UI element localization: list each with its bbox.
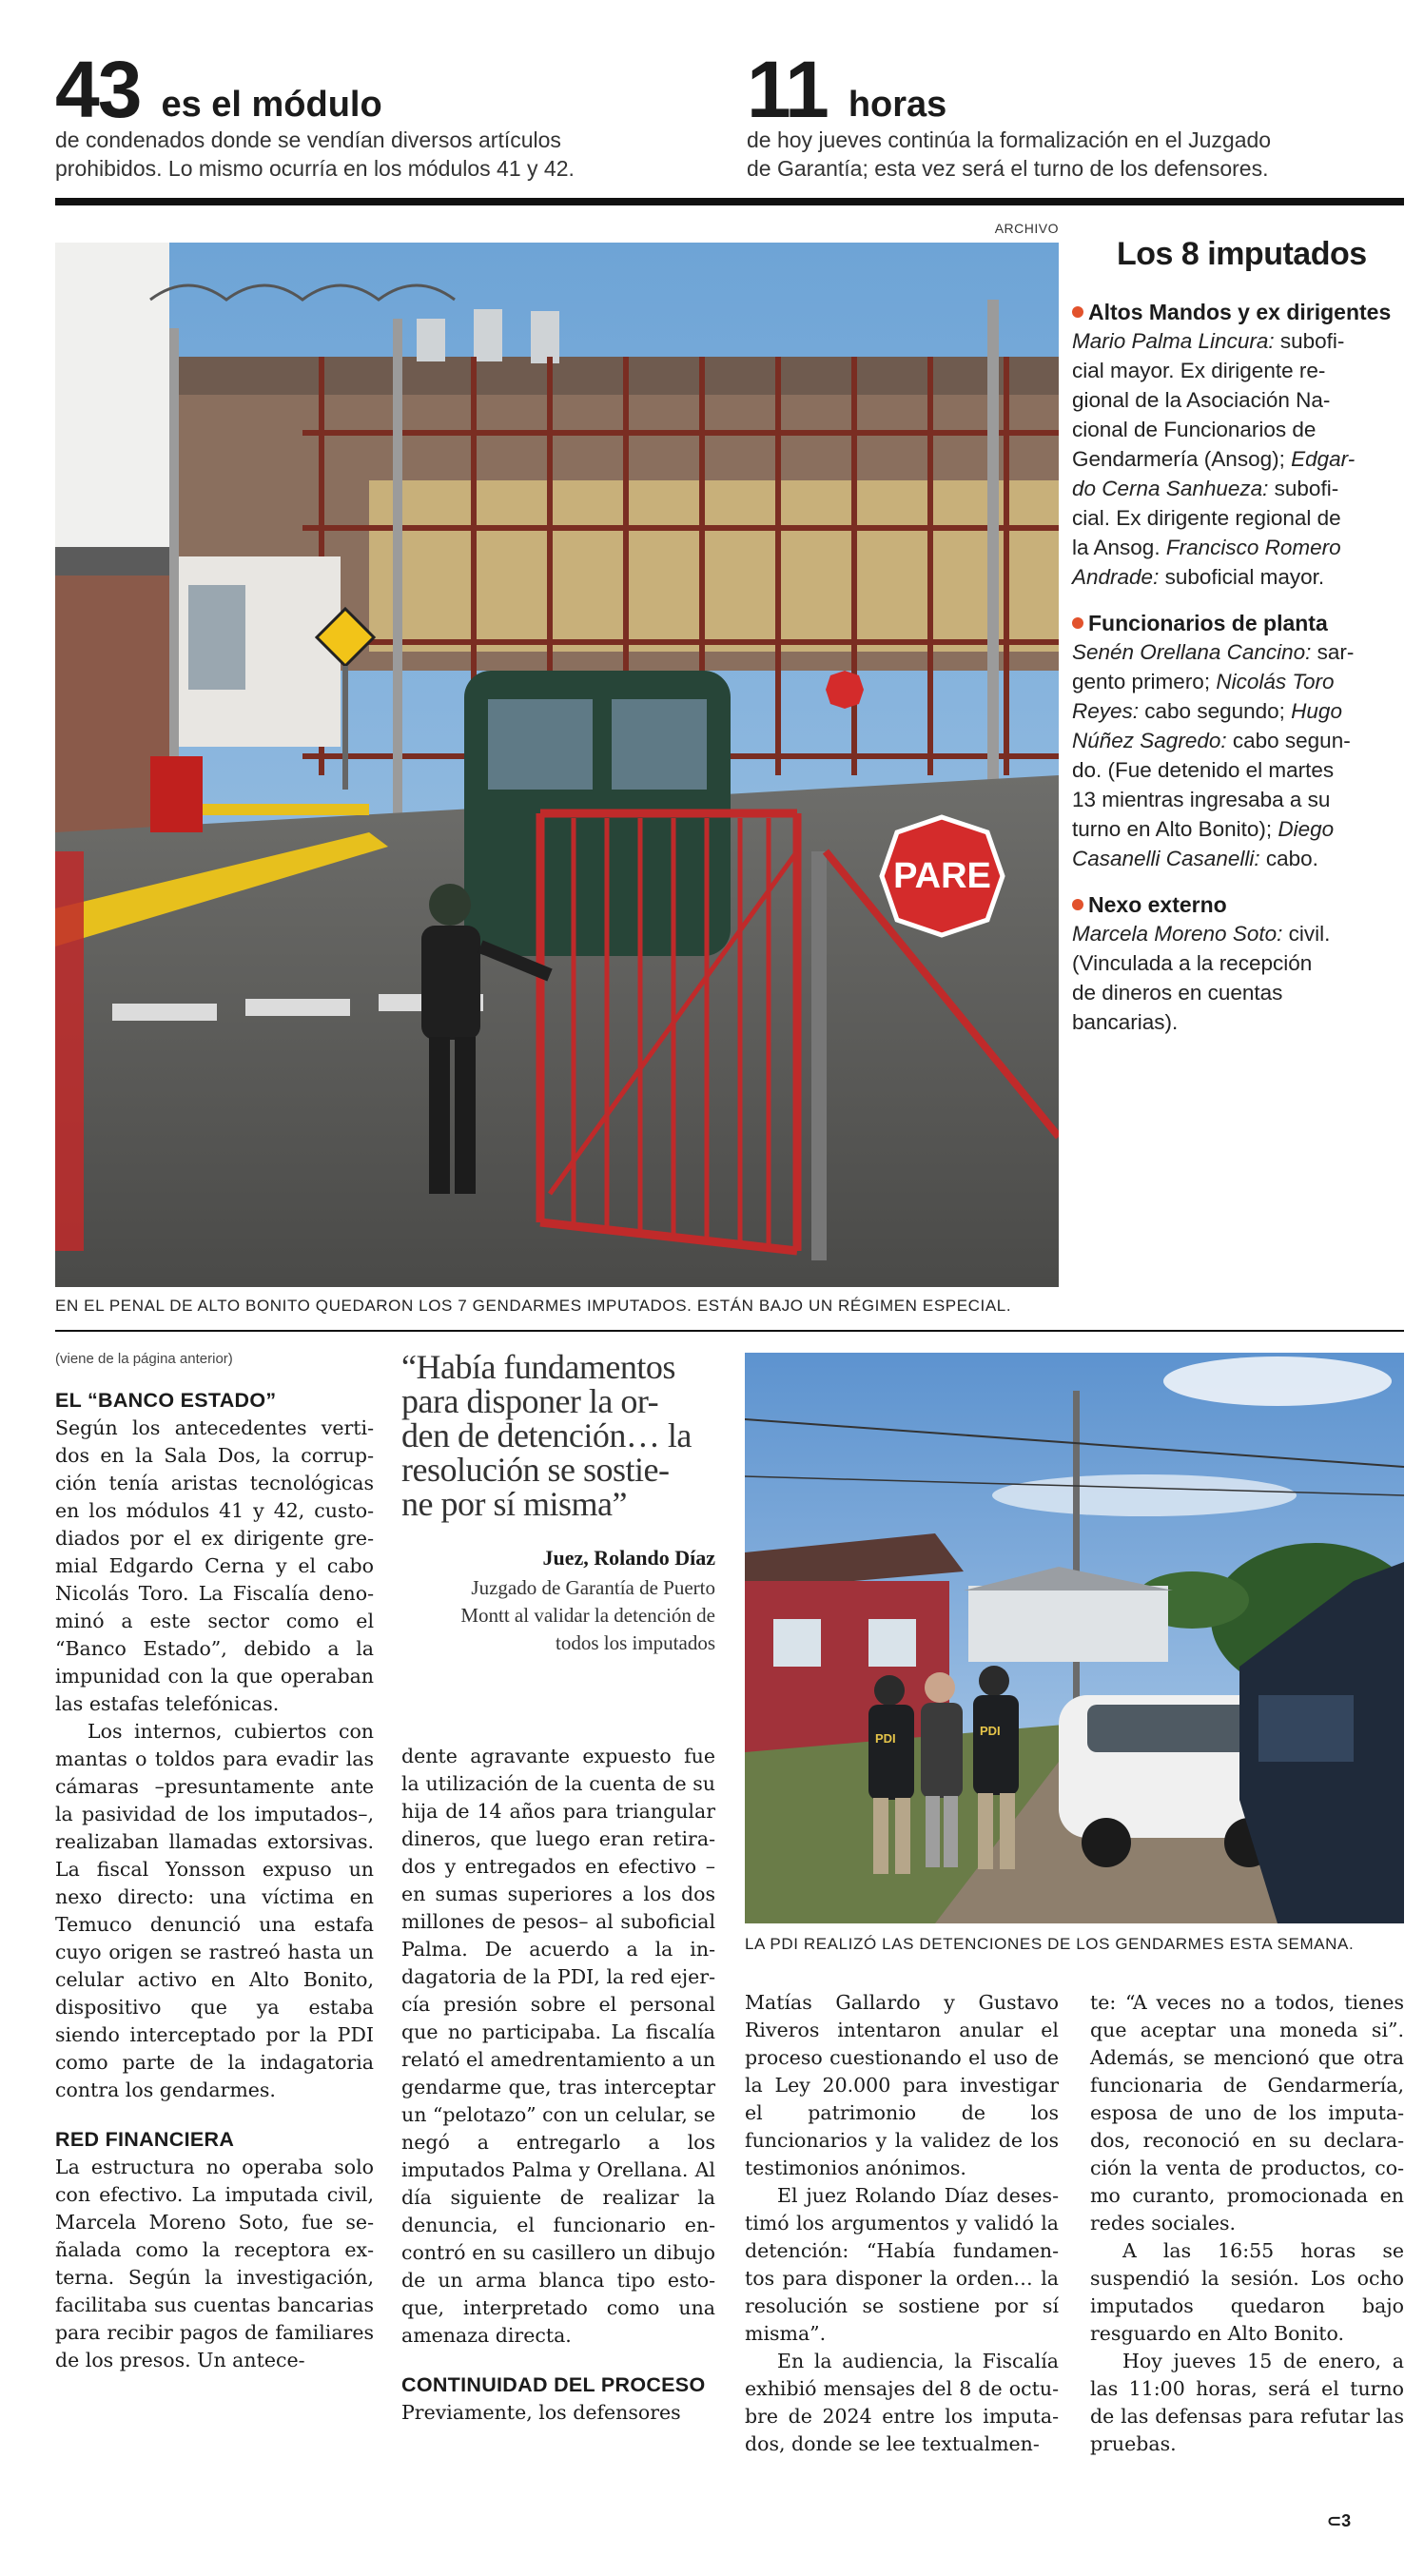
sidebar-text-line: cial mayor. Ex dirigente re- — [1072, 359, 1326, 382]
article-subheading: CONTINUIDAD DEL PROCESO — [401, 2373, 706, 2396]
fact-word: es el módulo — [161, 85, 382, 125]
fact-description-line-2: de Garantía; esta vez será el turno de los defensores. — [747, 156, 1269, 181]
fact-description-line-2: prohibidos. Lo mismo ocurría en los módulos 41 y 42. — [55, 156, 575, 181]
sidebar-text-line: gional de la Asociación Na- — [1072, 388, 1331, 412]
sidebar-text-line: Núñez Sagredo: cabo segun- — [1072, 729, 1351, 752]
bullet-dot-icon — [1072, 617, 1083, 629]
pull-quote — [401, 1350, 715, 1657]
vest-label: PDI — [875, 1731, 896, 1746]
sidebar-category-label: Funcionarios de planta — [1088, 611, 1328, 635]
article-column-3 — [745, 1989, 1059, 2458]
quote-role-line: Juzgado de Garantía de Puerto — [471, 1576, 715, 1599]
sidebar-group — [1072, 890, 1405, 1037]
article-column-4 — [1090, 1989, 1404, 2458]
article-paragraph: Hoy jueves 15 de enero, a las 11:00 horas, será el turno de las defensas para refutar las pruebas. — [1090, 2350, 1404, 2455]
quote-line: para disponer la or- — [401, 1382, 659, 1420]
fact-description-line-1: de condenados donde se vendían diversos artículos — [55, 127, 561, 152]
sidebar-text-line: gento primero; Nicolás Toro — [1072, 670, 1335, 693]
fact-description-line-1: de hoy jueves continúa la formalización en el Juzgado — [747, 127, 1272, 152]
quote-role-line: Montt al validar la detención de — [460, 1604, 715, 1627]
sidebar-text-line: Casanelli Casanelli: cabo. — [1072, 847, 1318, 870]
continued-note: (viene de la página anterior) — [55, 1351, 233, 1367]
article-paragraph: En la audiencia, la Fiscalía exhibió mensajes del 8 de octubre de 2024 entre los imputados, donde se lee textualmen- — [745, 2350, 1059, 2455]
sidebar-text-line: cial. Ex dirigente regional de — [1072, 506, 1341, 530]
sidebar-text-line: Reyes: cabo segundo; Hugo — [1072, 699, 1342, 723]
fact-43 — [55, 45, 683, 183]
sidebar-category-label: Nexo externo — [1088, 892, 1227, 917]
sidebar-category — [1072, 298, 1405, 326]
quote-author: Juez, Rolando Díaz — [542, 1546, 715, 1570]
sidebar-category-label: Altos Mandos y ex dirigentes — [1088, 300, 1392, 324]
article-paragraph: La estructura no operaba solo con efectivo. La imputada civil, Marcela Moreno Soto, fue señalada como la receptora externa. Según la investigación, facilitaba sus cuentas bancarias para recibir pagos de familiares de los presos. Un antece- — [55, 2156, 374, 2371]
article-paragraph: Los internos, cubiertos con mantas o toldos para evadir las cámaras –presuntamente ante la pasividad de los imputados–, realizaban llamadas extorsivas. La fiscal Yonsson expuso un nexo directo: una víctima en Temuco denunció una estafa cuyo origen se rastreó hasta un celular activo en Alto Bonito, dispositivo que ya estaba siendo interceptado por la PDI como parte de la indagatoria contra los gendarmes. — [55, 1720, 374, 2101]
article-column-2 — [401, 1743, 715, 2427]
photo-credit: ARCHIVO — [994, 221, 1059, 236]
article-paragraph: te: “A veces no a todos, tienes que aceptar una moneda si”. Además, se mencionó que otra funcionaria de Gendarmería, esposa de uno de los imputados, reconoció en su declaración la venta de productos, como curanto, promocionada en redes sociales. — [1090, 1991, 1404, 2234]
article-paragraph: El juez Rolando Díaz desestimó los argumentos y validó la detención: “Había fundamentos para disponer la orden… la resolución se sostiene por sí misma”. — [745, 2184, 1059, 2345]
sidebar-category — [1072, 890, 1405, 919]
sidebar-text-line: do Cerna Sanhueza: subofi- — [1072, 477, 1339, 500]
top-rule — [55, 198, 1404, 205]
quote-line: resolución se sostie- — [401, 1451, 670, 1489]
sidebar-groups — [1072, 298, 1405, 1037]
quote-line: ne por sí misma” — [401, 1485, 627, 1523]
accused-sidebar — [1072, 236, 1405, 1054]
article-column-1 — [55, 1386, 374, 2374]
fact-number: 11 — [747, 45, 828, 134]
vest-label: PDI — [980, 1724, 1001, 1738]
sidebar-group — [1072, 609, 1405, 873]
sidebar-text-line: 13 mientras ingresaba a su — [1072, 788, 1331, 811]
sidebar-text-line: turno en Alto Bonito); Diego — [1072, 817, 1335, 841]
sidebar-text-line: de dineros en cuentas — [1072, 981, 1283, 1005]
quote-line: den de detención… la — [401, 1416, 692, 1454]
article-paragraph: Matías Gallardo y Gustavo Riveros intentaron anular el proceso cuestionando el uso de la Ley 20.000 para investigar el patrimonio de los funcionarios y la validez de los testimonios anónimos. — [745, 1991, 1059, 2179]
quote-line: “Había fundamentos — [401, 1348, 675, 1386]
photo-caption: EN EL PENAL DE ALTO BONITO QUEDARON LOS 7 GENDARMES IMPUTADOS. ESTÁN BAJO UN RÉGIMEN ESPECIAL. — [55, 1297, 1012, 1315]
article-subheading: EL “BANCO ESTADO” — [55, 1389, 277, 1412]
photo-caption: LA PDI REALIZÓ LAS DETENCIONES DE LOS GENDARMES ESTA SEMANA. — [745, 1935, 1355, 1953]
pdi-detention-photo — [745, 1353, 1404, 1923]
sidebar-text-line: (Vinculada a la recepción — [1072, 951, 1313, 975]
article-paragraph: dente agravante expuesto fue la utilización de la cuenta de su hija de 14 años para triangular dineros, que luego eran retirados y entregados en efectivo –en sumas superiores a los dos millones de pesos– al suboficial Palma. De acuerdo a la indagatoria de la PDI, la red ejercía presión sobre el personal que no participaba. La fiscalía relató el amedrentamiento a un gendarme que, tras interceptar un “pelotazo” con un celular, se negó a entregarlo a los imputados Palma y Orellana. Al día siguiente de realizar la denuncia, el funcionario encontró en su casillero un dibujo de un arma blanca tipo estoque, interpretado como una amenaza directa. — [401, 1745, 716, 2347]
sidebar-text-line: Gendarmería (Ansog); Edgar- — [1072, 447, 1356, 471]
sidebar-text-line: la Ansog. Francisco Romero — [1072, 536, 1341, 559]
stop-sign-text: PARE — [893, 856, 991, 896]
sidebar-title: Los 8 imputados — [1117, 236, 1367, 272]
quote-text — [401, 1350, 715, 1521]
sidebar-text-line: do. (Fue detenido el martes — [1072, 758, 1335, 782]
quote-role — [401, 1574, 715, 1657]
sidebar-bottom-rule — [55, 1330, 1404, 1332]
prison-gate-photo — [55, 243, 1059, 1287]
article-paragraph: A las 16:55 horas se suspendió la sesión. Los ocho imputados quedaron bajo resguardo en Alto Bonito. — [1090, 2239, 1404, 2345]
fact-11 — [747, 45, 1394, 183]
sidebar-text-line: Marcela Moreno Soto: civil. — [1072, 922, 1331, 946]
sidebar-text-line: bancarias). — [1072, 1010, 1179, 1034]
sidebar-group — [1072, 298, 1405, 592]
article-paragraph: Previamente, los defensores — [401, 2401, 681, 2424]
sidebar-category — [1072, 609, 1405, 637]
article-subheading: RED FINANCIERA — [55, 2128, 235, 2151]
fact-number: 43 — [55, 45, 141, 134]
article-end-mark: ⊂3 — [1327, 2511, 1352, 2530]
article-paragraph: Según los antecedentes vertidos en la Sala Dos, la corrupción tenía aristas tecnológicas en los módulos 41 y 42, custodiados por el ex dirigente gremial Edgardo Cerna y el cabo Nicolás Toro. La Fiscalía denominó a este sector como el “Banco Estado”, debido a la impunidad con la que operaban las estafas telefónicas. — [55, 1416, 374, 1715]
sidebar-text-line: Senén Orellana Cancino: sar- — [1072, 640, 1355, 664]
sidebar-text-line: Mario Palma Lincura: subofi- — [1072, 329, 1345, 353]
sidebar-text-line: cional de Funcionarios de — [1072, 418, 1317, 441]
fact-word: horas — [848, 85, 947, 125]
sidebar-text-line: Andrade: suboficial mayor. — [1072, 565, 1325, 589]
bullet-dot-icon — [1072, 306, 1083, 318]
quote-role-line: todos los imputados — [555, 1631, 715, 1654]
bullet-dot-icon — [1072, 899, 1083, 910]
